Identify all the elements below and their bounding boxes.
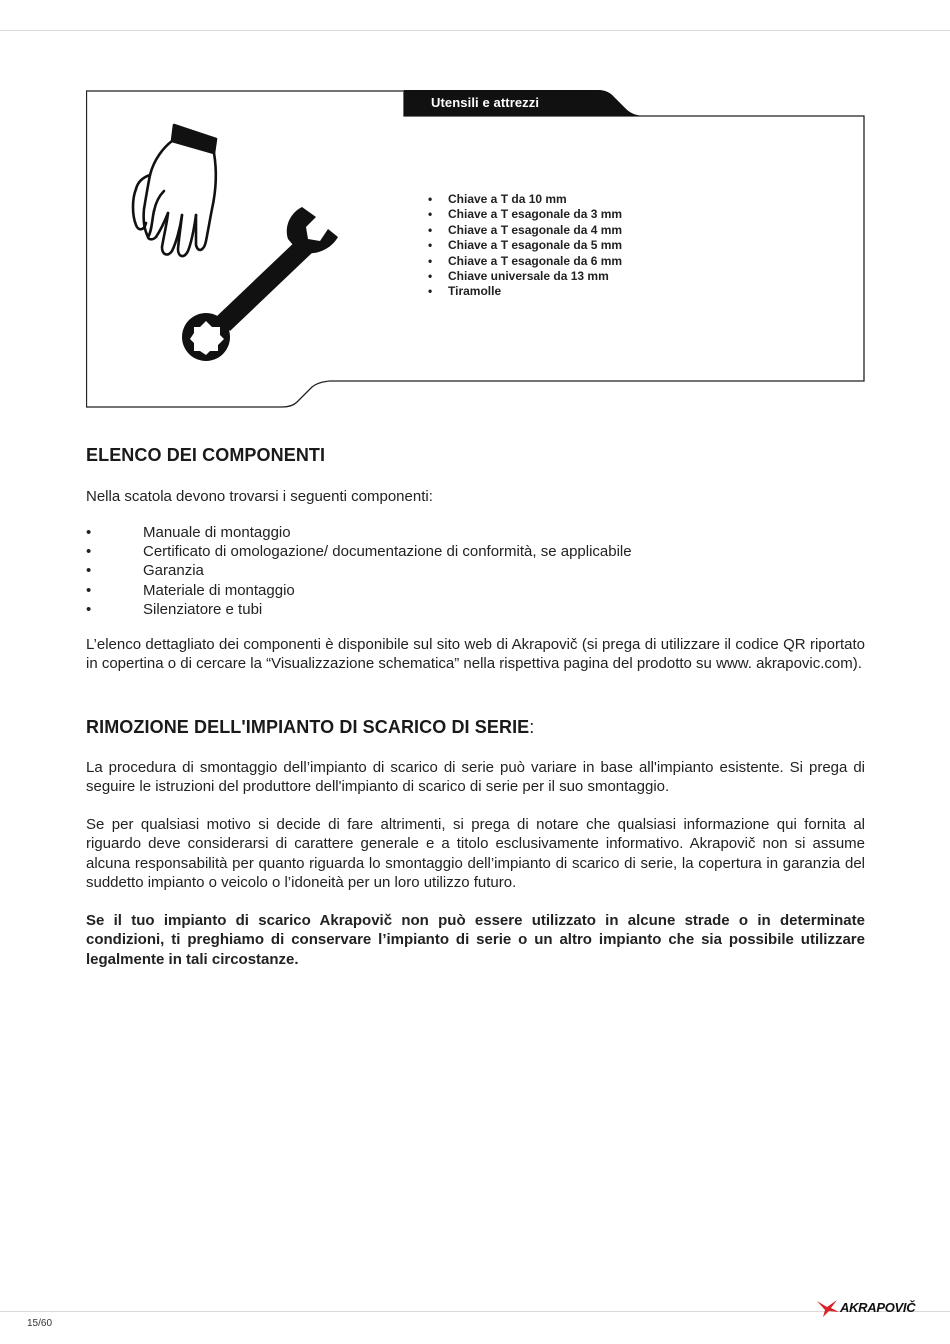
bottom-rule (0, 1311, 950, 1312)
list-item: • Chiave a T esagonale da 4 mm (428, 222, 623, 237)
tools-title: Utensili e attrezzi (431, 95, 540, 110)
list-item: • Chiave universale da 13 mm (428, 269, 609, 284)
tools-list (428, 192, 622, 300)
page-number: 15/60 (27, 1318, 53, 1329)
removal-warning: Se il tuo impianto di scarico Akrapovič non può essere utilizzato in alcune strade o in determinate condizioni, ti preghiamo di conservare l’impianto di serie o un altro impianto che sia possibile utilizzare legalmente in tali circostanze. (86, 912, 865, 968)
top-rule (0, 30, 950, 31)
list-item: • Silenziatore e tubi (86, 600, 263, 618)
tools-box (86, 89, 866, 409)
components-list (86, 523, 632, 619)
removal-heading: RIMOZIONE DELL'IMPIANTO DI SCARICO DI SERIE: (86, 717, 535, 737)
list-item: • Manuale di montaggio (86, 524, 291, 541)
list-item: • Garanzia (86, 562, 204, 580)
components-intro: Nella scatola devono trovarsi i seguenti componenti: (86, 488, 433, 505)
list-item: • Chiave a T esagonale da 5 mm (428, 238, 623, 253)
list-item: • Materiale di montaggio (86, 581, 295, 599)
list-item: • Chiave a T esagonale da 3 mm (428, 207, 623, 222)
list-item: • Tiramolle (428, 284, 502, 299)
list-item: • Chiave a T esagonale da 6 mm (428, 253, 623, 268)
list-item: • Certificato di omologazione/ documentazione di conformità, se applicabile (86, 543, 632, 561)
removal-paragraph-1: La procedura di smontaggio dell’impianto di scarico di serie può variare in base all'impianto esistente. Si prega di seguire le istruzioni del produttore dell'impianto di scarico di serie per il suo smontaggio. (86, 759, 865, 796)
components-heading: ELENCO DEI COMPONENTI (86, 445, 326, 465)
components-note: L’elenco dettagliato dei componenti è disponibile sul sito web di Akrapovič (si prega di utilizzare il codice QR riportato in copertina o di cercare la “Visualizzazione schematica” nella rispettiva pagina del prodotto su www. akrapovic.com). (86, 636, 865, 673)
removal-paragraph-2: Se per qualsiasi motivo si decide di fare altrimenti, si prega di notare che qualsiasi informazione qui fornita al riguardo deve considerarsi di carattere generale e a titolo esclusivamente informativo. Akrapovič non si assume alcuna responsabilità per quanto riguarda lo smontaggio dell’impianto di scarico di serie, la copertura in garanzia del suddetto impianto o veicolo o l’idoneità per un loro utilizzo futuro. (86, 816, 865, 892)
brand-name: AKRAPOVIČ (840, 1300, 916, 1315)
wrench-icon (182, 199, 352, 369)
scorpion-logo-icon (815, 1298, 841, 1318)
list-item: • Chiave a T da 10 mm (428, 192, 567, 206)
